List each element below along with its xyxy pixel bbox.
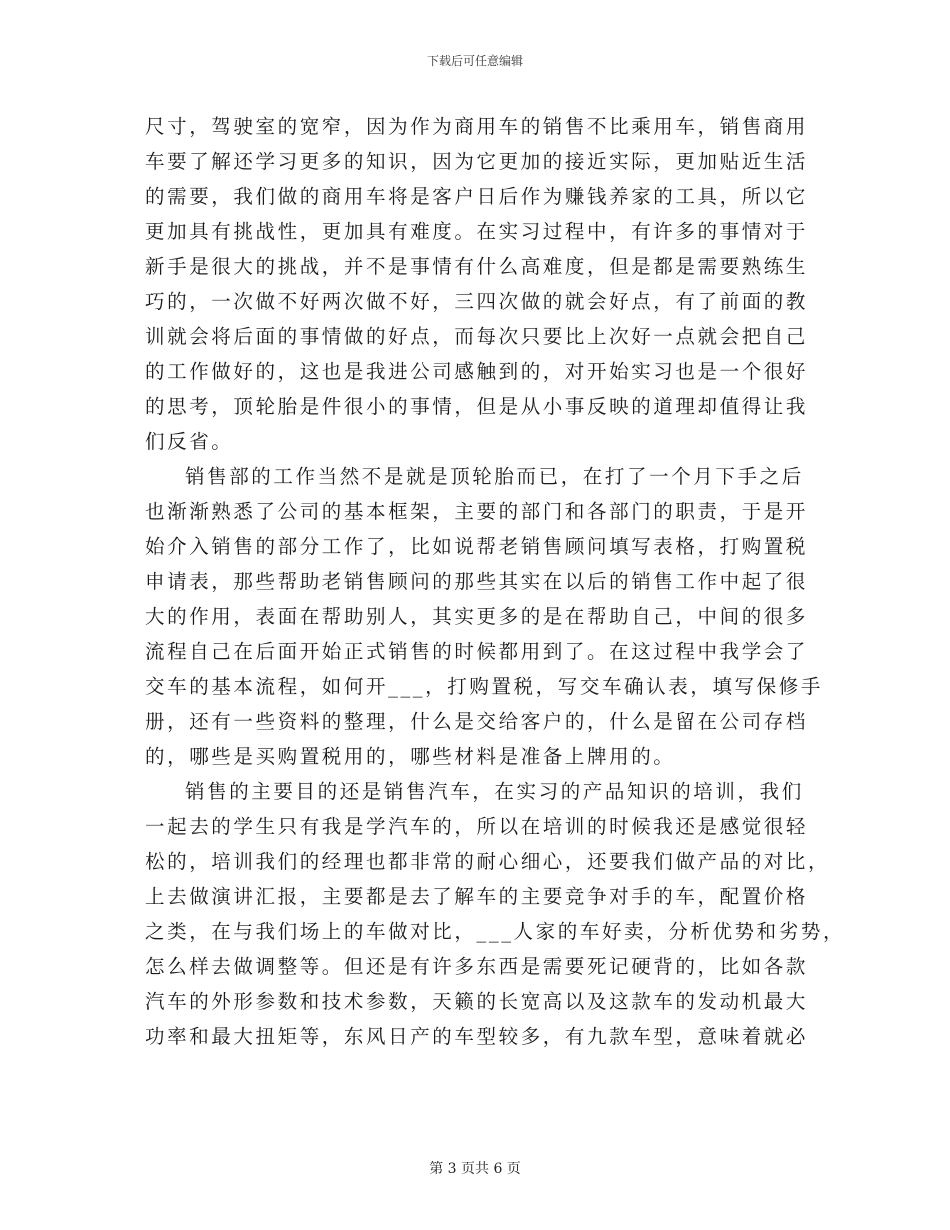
text-line: 申请表，那些帮助老销售顾问的那些其实在以后的销售工作中起了很 (145, 570, 809, 593)
paragraph-1 (145, 109, 815, 459)
text-line: 销售的主要目的还是销售汽车，在实习的产品知识的培训，我们 (185, 780, 804, 803)
text-line: 松的，培训我们的经理也都非常的耐心细心，还要我们做产品的对比， (145, 850, 831, 873)
text-line: 之类，在与我们场上的车做对比，___人家的车好卖，分析优势和劣势， (145, 920, 846, 943)
text-line: 交车的基本流程，如何开___，打购置税，写交车确认表，填写保修手 (145, 675, 823, 698)
paragraph-2 (145, 459, 823, 774)
text-line: 始介入销售的部分工作了，比如说帮老销售顾问填写表格，打购置税 (145, 535, 809, 558)
text-line: 也渐渐熟悉了公司的基本框架，主要的部门和各部门的职责，于是开 (145, 500, 809, 523)
text-line: 车要了解还学习更多的知识，因为它更加的接近实际，更加贴近生活 (145, 150, 809, 173)
text-line: 的思考，顶轮胎是件很小的事情，但是从小事反映的道理却值得让我 (145, 395, 809, 418)
text-line: 上去做演讲汇报，主要都是去了解车的主要竞争对手的车，配置价格 (145, 885, 809, 908)
text-line: 尺寸，驾驶室的宽窄，因为作为商用车的销售不比乘用车，销售商用 (145, 115, 809, 138)
document-body (145, 109, 846, 1054)
text-line: 更加具有挑战性，更加具有难度。在实习过程中，有许多的事情对于 (145, 220, 809, 243)
text-line: 新手是很大的挑战，并不是事情有什么高难度，但是都是需要熟练生 (145, 255, 809, 278)
text-line: 巧的，一次做不好两次做不好，三四次做的就会好点，有了前面的教 (145, 290, 809, 313)
text-line: 怎么样去做调整等。但还是有许多东西是需要死记硬背的，比如各款 (145, 955, 809, 978)
page-header: 下载后可任意编辑 (426, 54, 523, 68)
text-line: 册，还有一些资料的整理，什么是交给客户的，什么是留在公司存档 (145, 710, 809, 733)
page-number: 第 3 页共 6 页 (429, 1161, 521, 1177)
text-line: 训就会将后面的事情做的好点，而每次只要比上次好一点就会把自己 (145, 325, 809, 348)
text-line: 销售部的工作当然不是就是顶轮胎而已，在打了一个月下手之后 (185, 465, 804, 488)
text-line: 的需要，我们做的商用车将是客户日后作为赚钱养家的工具，所以它 (145, 185, 809, 208)
text-line: 汽车的外形参数和技术参数，天籁的长宽高以及这款车的发动机最大 (145, 990, 809, 1013)
paragraph-3 (145, 774, 846, 1054)
text-line: 流程自己在后面开始正式销售的时候都用到了。在这过程中我学会了 (145, 640, 809, 663)
text-line: 一起去的学生只有我是学汽车的，所以在培训的时候我还是感觉很轻 (145, 815, 809, 838)
text-line: 的，哪些是买购置税用的，哪些材料是准备上牌用的。 (145, 745, 676, 768)
text-line: 大的作用，表面在帮助别人，其实更多的是在帮助自己，中间的很多 (145, 605, 809, 628)
text-line: 们反省。 (145, 430, 234, 453)
text-line: 的工作做好的，这也是我进公司感触到的，对开始实习也是一个很好 (145, 360, 809, 383)
text-line: 功率和最大扭矩等，东风日产的车型较多，有九款车型，意味着就必 (145, 1025, 809, 1048)
